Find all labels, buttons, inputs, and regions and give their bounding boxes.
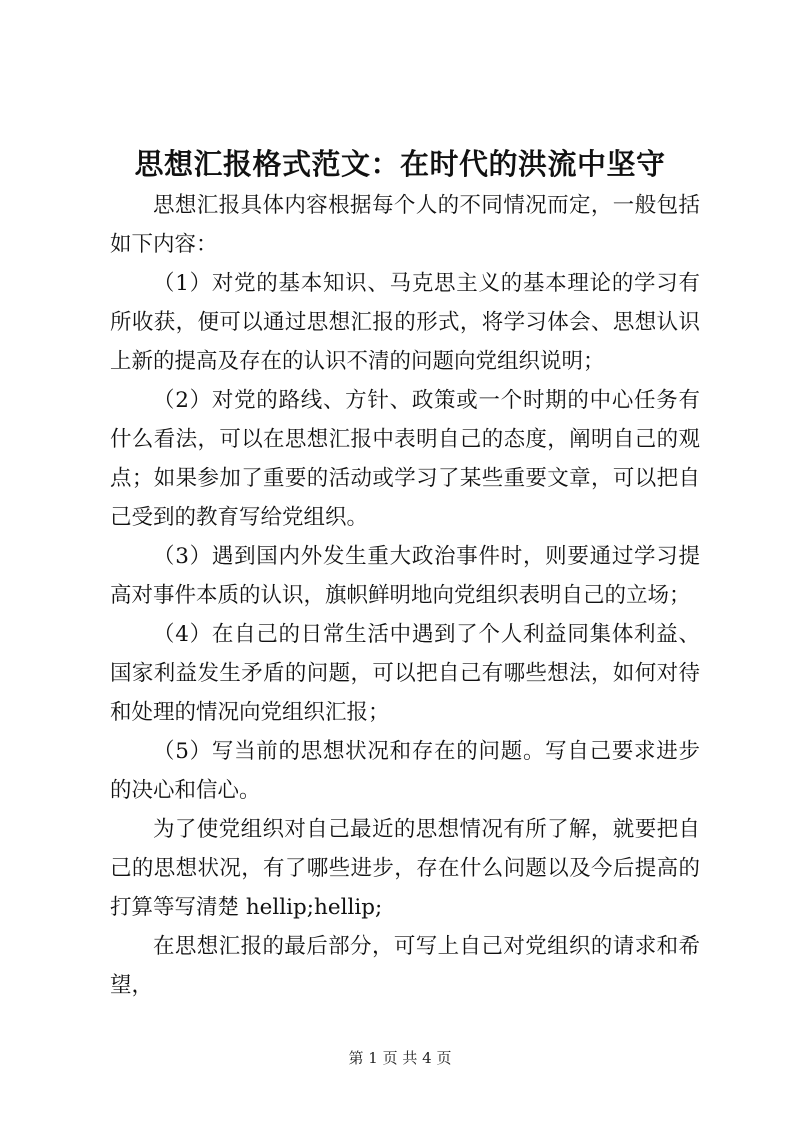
paragraph-item-4: （4）在自己的日常生活中遇到了个人利益同集体利益、国家利益发生矛盾的问题，可以把自己有哪些想法，如何对待和处理的情况向党组织汇报； <box>110 622 700 725</box>
document-title: 思想汇报格式范文：在时代的洪流中坚守 <box>134 147 666 181</box>
paragraph-closing: 在思想汇报的最后部分，可写上自己对党组织的请求和希望， <box>110 934 700 998</box>
paragraph-item-3: （3）遇到国内外发生重大政治事件时，则要通过学习提高对事件本质的认识，旗帜鲜明地向党组织表明自己的立场； <box>110 544 700 608</box>
document-body <box>110 186 700 1005</box>
paragraph-item-1: （1）对党的基本知识、马克思主义的基本理论的学习有所收获，便可以通过思想汇报的形式，将学习体会、思想认识上新的提高及存在的认识不清的问题向党组织说明； <box>110 271 700 374</box>
page-number-footer: 第 1 页 共 4 页 <box>348 1049 452 1067</box>
paragraph-summary: 为了使党组织对自己最近的思想情况有所了解，就要把自己的思想状况，有了哪些进步，存在什么问题以及今后提高的打算等写清楚 hellip;hellip; <box>110 817 700 920</box>
paragraph-item-5: （5）写当前的思想状况和存在的问题。写自己要求进步的决心和信心。 <box>110 739 700 803</box>
paragraph-item-2: （2）对党的路线、方针、政策或一个时期的中心任务有什么看法，可以在思想汇报中表明自己的态度，阐明自己的观点；如果参加了重要的活动或学习了某些重要文章，可以把自己受到的教育写给党组织。 <box>110 388 700 530</box>
paragraph-intro: 思想汇报具体内容根据每个人的不同情况而定，一般包括如下内容： <box>110 193 700 257</box>
